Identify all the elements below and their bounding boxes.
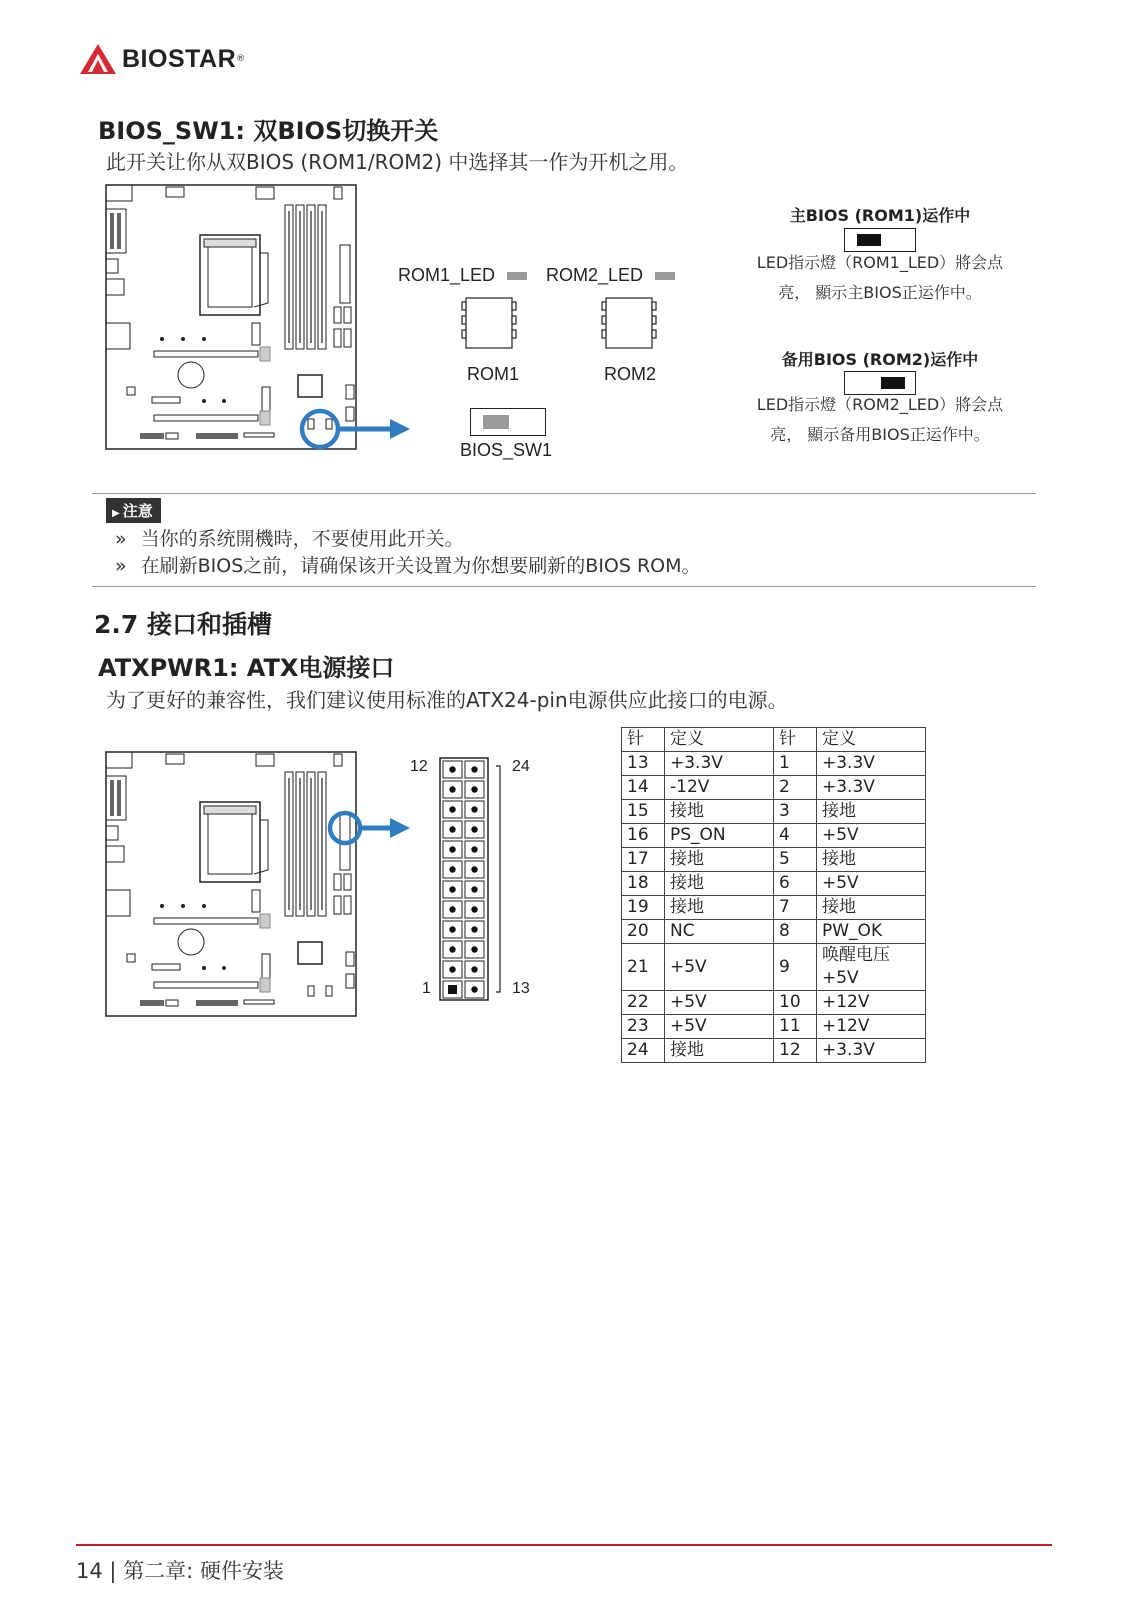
table-row	[622, 1015, 926, 1039]
pin-dot	[471, 766, 477, 772]
table-cell: 3	[774, 800, 817, 824]
table-cell: +5V	[817, 872, 926, 896]
table-cell: 19	[622, 896, 665, 920]
pin1-square-marker	[448, 985, 457, 994]
table-cell: 16	[622, 824, 665, 848]
pin-dot	[471, 986, 477, 992]
triangle-right-icon: ▶	[112, 508, 120, 519]
table-cell: 4	[774, 824, 817, 848]
table-cell: 接地	[665, 1039, 774, 1063]
table-row	[622, 824, 926, 848]
table-row	[622, 872, 926, 896]
arrow-right-icon	[390, 818, 410, 838]
table-cell: -12V	[665, 776, 774, 800]
table-cell: 2	[774, 776, 817, 800]
table-row	[622, 944, 926, 991]
rom2-led-indicator	[655, 272, 675, 280]
table-cell: +5V	[817, 824, 926, 848]
pin-dot	[449, 946, 455, 952]
table-cell: 5	[774, 848, 817, 872]
table-cell: 针	[622, 728, 665, 752]
connector-label-24: 24	[512, 758, 530, 775]
table-cell: 接地	[665, 800, 774, 824]
motherboard-diagram-bios	[104, 183, 414, 455]
table-cell: 10	[774, 991, 817, 1015]
table-cell: 13	[622, 752, 665, 776]
table-cell: +3.3V	[817, 1039, 926, 1063]
connector-label-1: 1	[422, 980, 431, 997]
table-cell: 6	[774, 872, 817, 896]
table-cell: 9	[774, 944, 817, 991]
table-cell: 接地	[817, 848, 926, 872]
rom1-label: ROM1	[467, 364, 520, 384]
main-bios-status-line2: 亮， 顯示主BIOS正运作中。	[778, 283, 982, 302]
backup-bios-status-line1: LED指示燈（ROM2_LED）將会点	[756, 395, 1004, 414]
table-row	[622, 752, 926, 776]
table-cell: +5V	[665, 1015, 774, 1039]
table-row	[622, 920, 926, 944]
backup-bios-status-line2: 亮， 顯示备用BIOS正运作中。	[770, 425, 990, 444]
table-row	[622, 991, 926, 1015]
biostar-logo-icon	[78, 42, 118, 76]
bios-sw-description: 此开关让你从双BIOS (ROM1/ROM2) 中选择其一作为开机之用。	[106, 150, 689, 174]
table-cell: +5V	[665, 944, 774, 991]
rom2-label: ROM2	[604, 364, 657, 384]
atx-24pin-connector	[438, 756, 508, 1006]
atxpwr-title: ATXPWR1: ATX电源接口	[98, 654, 395, 682]
connector-label-13: 13	[512, 980, 530, 997]
pin-dot	[449, 846, 455, 852]
table-cell: 12	[774, 1039, 817, 1063]
table-cell: 24	[622, 1039, 665, 1063]
section-title: 2.7 接口和插槽	[94, 610, 272, 639]
table-cell: 7	[774, 896, 817, 920]
pin-dot	[471, 886, 477, 892]
table-row	[622, 728, 926, 752]
main-bios-status-line1: LED指示燈（ROM1_LED）將会点	[756, 253, 1004, 272]
pin-dot	[449, 966, 455, 972]
table-cell: 21	[622, 944, 665, 991]
pin-dot	[471, 966, 477, 972]
motherboard-diagram-atx	[104, 750, 414, 1022]
bios-sw-title: BIOS_SW1: 双BIOS切换开关	[98, 117, 439, 145]
table-cell: 23	[622, 1015, 665, 1039]
switch-slider	[483, 415, 509, 429]
table-cell: PW_OK	[817, 920, 926, 944]
brand-name: BIOSTAR	[122, 44, 237, 73]
connector-label-12: 12	[410, 758, 428, 775]
table-cell: 18	[622, 872, 665, 896]
table-row	[622, 776, 926, 800]
backup-bios-status-title: 备用BIOS (ROM2)运作中	[781, 350, 979, 369]
table-cell: +3.3V	[817, 776, 926, 800]
bios-sw1-switch	[470, 408, 546, 436]
footer-rule	[76, 1544, 1052, 1546]
atxpwr-description: 为了更好的兼容性，我们建议使用标准的ATX24-pin电源供应此接口的电源。	[106, 688, 788, 712]
pin-dot	[471, 946, 477, 952]
chapter-title: 第二章: 硬件安装	[123, 1559, 284, 1583]
biostar-logo	[78, 42, 245, 76]
table-cell: +5V	[665, 991, 774, 1015]
brand-registered-mark: ®	[236, 54, 246, 64]
table-row	[622, 896, 926, 920]
main-bios-status-title: 主BIOS (ROM1)运作中	[789, 206, 971, 225]
page-number: 14	[76, 1559, 103, 1583]
pin-dot	[449, 866, 455, 872]
pin-dot	[471, 786, 477, 792]
pin-dot	[471, 906, 477, 912]
pin-dot	[449, 766, 455, 772]
pin-dot	[471, 866, 477, 872]
table-cell: 定义	[665, 728, 774, 752]
page-footer	[76, 1555, 284, 1585]
rom1-led-indicator	[507, 272, 527, 280]
pin-dot	[449, 926, 455, 932]
note-item: » 在刷新BIOS之前，请确保该开关设置为你想要刷新的BIOS ROM。	[115, 555, 701, 577]
table-cell: 11	[774, 1015, 817, 1039]
pin-dot	[471, 806, 477, 812]
rom2-led-label: ROM2_LED	[546, 265, 644, 285]
note-bottom-rule	[92, 586, 1036, 587]
pin-dot	[471, 826, 477, 832]
table-cell: +12V	[817, 1015, 926, 1039]
note-top-rule	[92, 493, 1036, 494]
table-cell: 接地	[665, 872, 774, 896]
note-item: » 当你的系统開機時，不要使用此开关。	[115, 528, 464, 550]
note-label: ▶ 注意	[106, 498, 161, 523]
table-cell: 接地	[817, 896, 926, 920]
table-cell: 15	[622, 800, 665, 824]
table-cell: 14	[622, 776, 665, 800]
pin-dot	[449, 886, 455, 892]
pin-dot	[471, 846, 477, 852]
table-cell: 接地	[665, 896, 774, 920]
rom1-led-label: ROM1_LED	[398, 265, 496, 285]
pin-dot	[449, 786, 455, 792]
table-row	[622, 1039, 926, 1063]
table-cell: 8	[774, 920, 817, 944]
table-cell: 接地	[665, 848, 774, 872]
table-cell: 20	[622, 920, 665, 944]
bios-sw1-label: BIOS_SW1	[460, 440, 553, 460]
table-cell: 定义	[817, 728, 926, 752]
table-cell: 针	[774, 728, 817, 752]
table-cell: 接地	[817, 800, 926, 824]
pin-dot	[449, 806, 455, 812]
table-cell: 22	[622, 991, 665, 1015]
table-cell: +12V	[817, 991, 926, 1015]
rom-chips-diagram	[460, 294, 670, 354]
arrow-right-icon	[390, 419, 410, 439]
table-cell: 17	[622, 848, 665, 872]
table-cell: 1	[774, 752, 817, 776]
table-cell: PS_ON	[665, 824, 774, 848]
atxpwr-pin-table	[621, 727, 926, 1063]
footer-separator: |	[109, 1559, 117, 1583]
table-row	[622, 848, 926, 872]
table-cell: 唤醒电压+5V	[817, 944, 926, 991]
table-row	[622, 800, 926, 824]
pin-dot	[449, 826, 455, 832]
table-cell: +3.3V	[665, 752, 774, 776]
pin-dot	[449, 906, 455, 912]
table-cell: NC	[665, 920, 774, 944]
table-cell: +3.3V	[817, 752, 926, 776]
pin-dot	[471, 926, 477, 932]
